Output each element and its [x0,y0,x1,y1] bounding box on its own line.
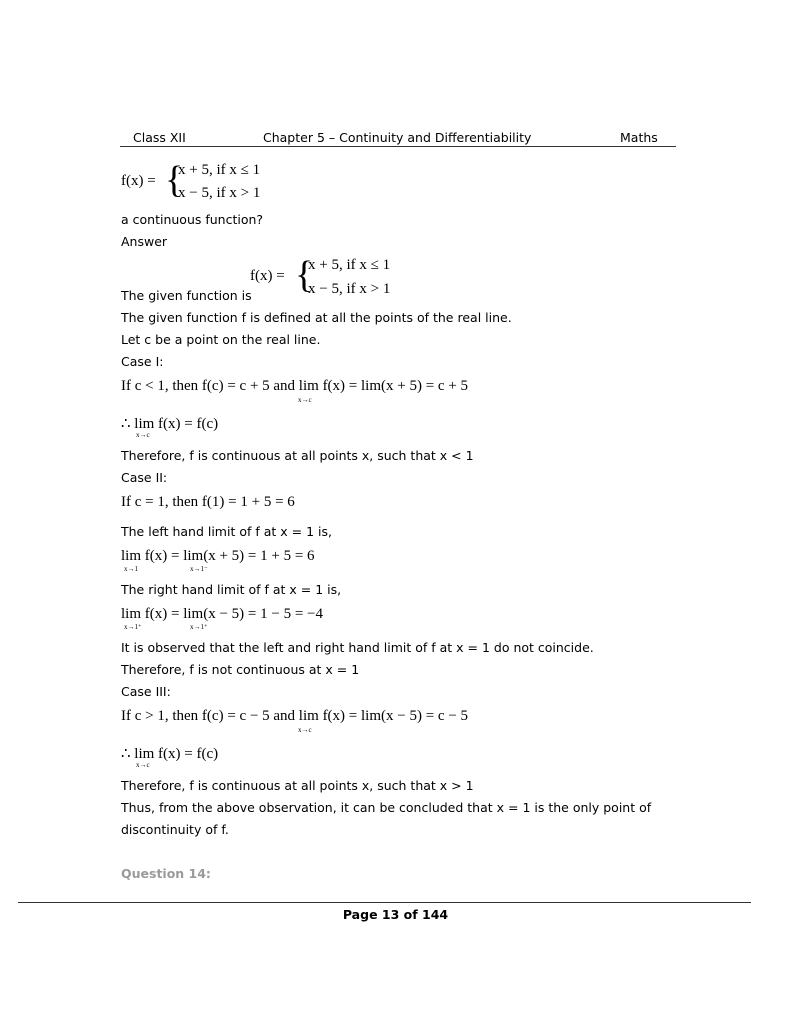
case2-lhl-text: The left hand limit of f at x = 1 is, [121,524,332,539]
case2-rhl-eq: lim f(x) = lim(x − 5) = 1 − 5 = −4 [121,606,323,622]
question-function-lhs: f(x) = [121,173,156,189]
case2-observation: It is observed that the left and right hand limit of f at x = 1 do not coincide. [121,640,594,655]
question-function-case1: x + 5, if x ≤ 1 [178,162,261,178]
question-function-case2: x − 5, if x > 1 [178,185,261,201]
next-question-heading: Question 14: [121,866,211,881]
line-let-c: Let c be a point on the real line. [121,332,321,347]
case3-eq1-sub: x→c [298,726,312,734]
brace-icon: { [295,254,314,296]
case2-rhl-sub2: x→1⁺ [190,623,208,631]
case2-rhl-text: The right hand limit of f at x = 1 is, [121,582,342,597]
given-function-case1: x + 5, if x ≤ 1 [308,257,391,273]
page-number: Page 13 of 144 [342,907,449,922]
header-class: Class XII [133,130,186,145]
case1-eq1-sub: x→c [298,396,312,404]
case2-conclusion: Therefore, f is not continuous at x = 1 [121,662,360,677]
case3-conclusion: Therefore, f is continuous at all points x, such that x > 1 [121,778,474,793]
final-line-2: discontinuity of f. [121,822,229,837]
case3-eq1: If c > 1, then f(c) = c − 5 and lim f(x) = lim(x − 5) = c − 5 [121,708,469,724]
header-chapter: Chapter 5 – Continuity and Differentiability [263,130,532,145]
footer-divider [18,902,751,903]
given-function-lhs: f(x) = [250,268,285,284]
case2-lhl-eq: lim f(x) = lim(x + 5) = 1 + 5 = 6 [121,548,315,564]
line-defined: The given function f is defined at all the points of the real line. [121,310,512,325]
given-function-label: The given function is [121,288,252,303]
case2-eq1: If c = 1, then f(1) = 1 + 5 = 6 [121,494,295,510]
header-divider [120,146,676,147]
case1-label: Case I: [121,354,164,369]
case3-eq2-sub: x→c [136,761,150,769]
case2-rhl-sub1: x→1⁺ [124,623,142,631]
case1-eq2-sub: x→c [136,431,150,439]
final-line-1: Thus, from the above observation, it can be concluded that x = 1 is the only point of [121,800,652,815]
header-subject: Maths [620,130,658,145]
case2-lhl-sub1: x→1 [124,565,138,573]
case1-eq1: If c < 1, then f(c) = c + 5 and lim f(x) = lim(x + 5) = c + 5 [121,378,469,394]
answer-label: Answer [121,234,168,249]
case1-conclusion: Therefore, f is continuous at all points x, such that x < 1 [121,448,474,463]
case1-eq2: ∴ lim f(x) = f(c) [121,416,219,432]
case3-label: Case III: [121,684,171,699]
question-tail: a continuous function? [121,212,264,227]
case2-lhl-sub2: x→1⁻ [190,565,208,573]
case3-eq2: ∴ lim f(x) = f(c) [121,746,219,762]
given-function-case2: x − 5, if x > 1 [308,281,391,297]
brace-icon: { [165,159,184,201]
case2-label: Case II: [121,470,168,485]
